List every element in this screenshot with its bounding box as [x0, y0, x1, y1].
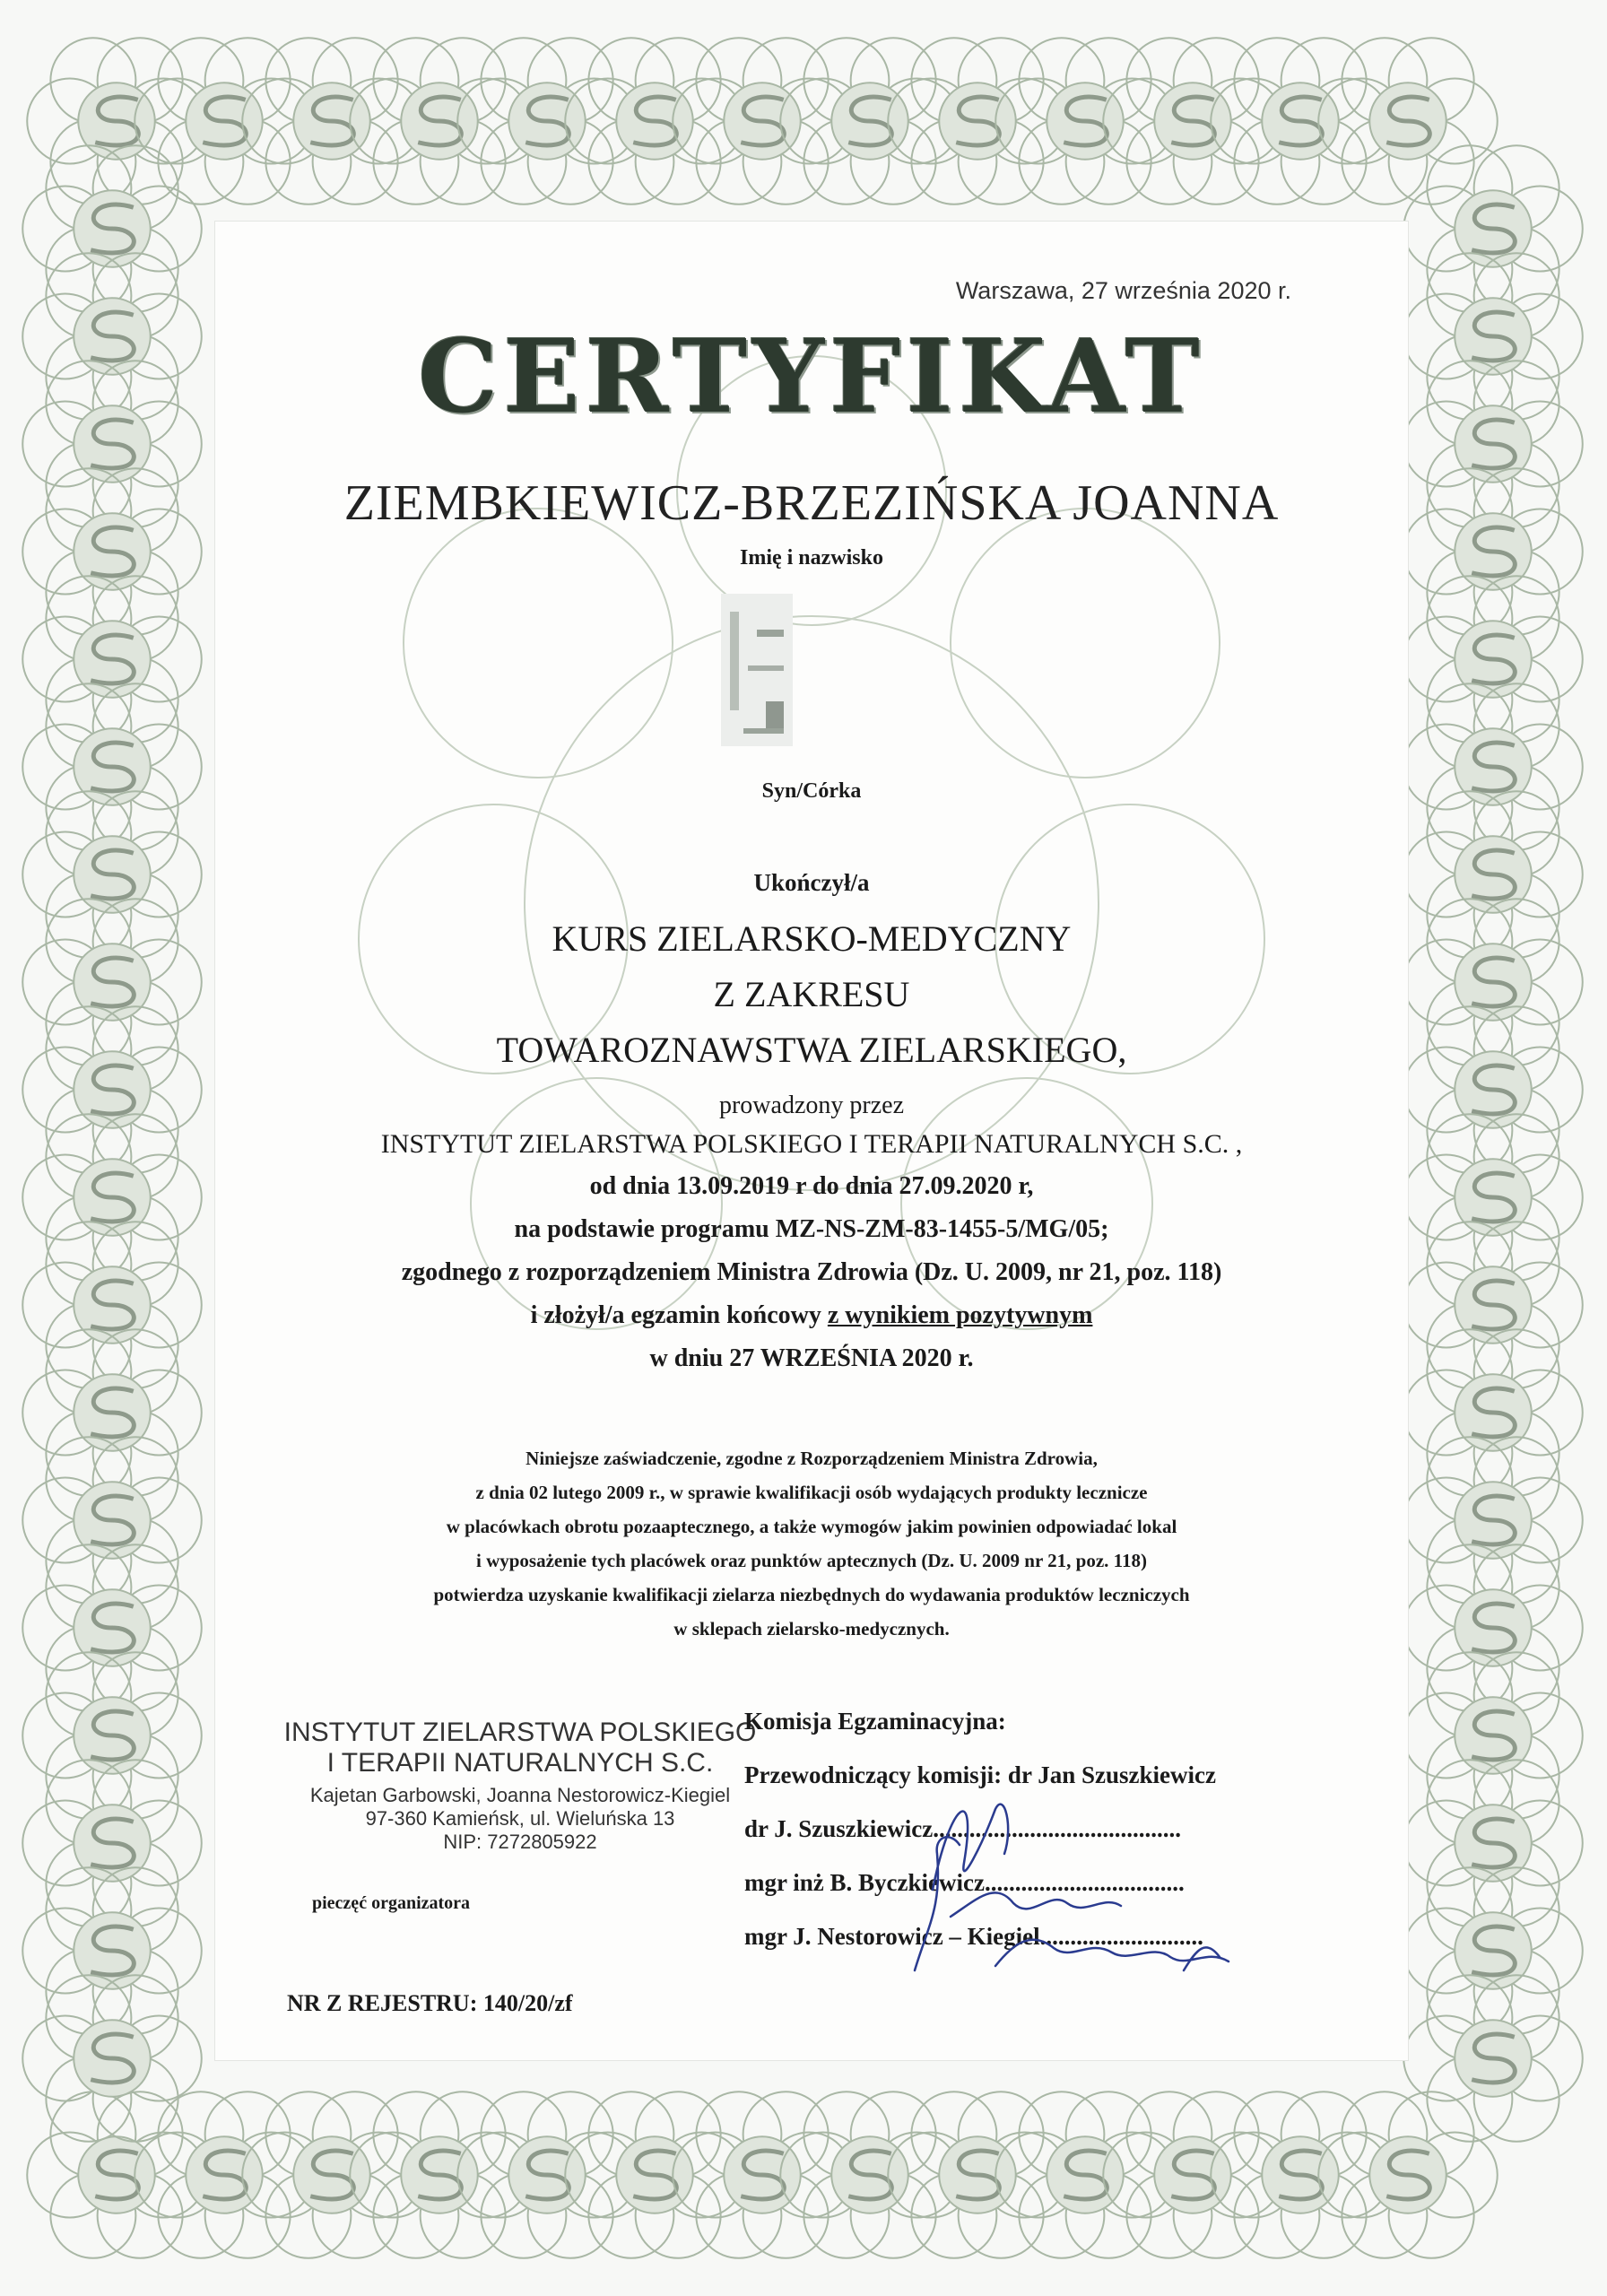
border-rosette: [995, 38, 1175, 204]
border-rosette: [1403, 1114, 1583, 1280]
border-rosette: [780, 38, 960, 204]
border-rosette: [673, 2092, 852, 2257]
border-rosette: [1403, 1867, 1583, 2033]
border-rosette: [22, 1760, 202, 1926]
program-line: na podstawie programu MZ-NS-ZM-83-1455-5/MG/05;: [514, 1215, 1109, 1243]
border-rosette: [1403, 1437, 1583, 1603]
stamp-line: I TERAPII NATURALNYCH S.C.: [326, 1748, 714, 1778]
certificate-title: CERTYFIKAT: [418, 318, 1205, 436]
border-rosette: [22, 1652, 202, 1818]
committee-chair: Przewodniczący komisji: dr Jan Szuszkiewicz: [744, 1761, 1216, 1788]
statement: [215, 1441, 1408, 1646]
stamp-line: Kajetan Garbowski, Joanna Nestorowicz-Kiegiel: [309, 1784, 731, 1806]
statement-line: Niniejsze zaświadczenie, zgodne z Rozporządzeniem Ministra Zdrowia,: [526, 1448, 1098, 1469]
border-rosette: [22, 468, 202, 634]
border-rosette: [22, 1867, 202, 2033]
border-rosette: [22, 1544, 202, 1710]
statement-line: potwierdza uzyskanie kwalifikacji zielarza niezbędnych do wydawania produktów leczniczych: [433, 1584, 1190, 1605]
border-rosette: [1403, 1760, 1583, 1926]
border-rosette: [242, 2092, 421, 2257]
statement-line: w sklepach zielarsko-medycznych.: [673, 1618, 950, 1639]
border-rosette: [242, 38, 421, 204]
redacted-photo: [658, 576, 873, 764]
border-rosette: [565, 38, 744, 204]
border-rosette: [995, 2092, 1175, 2257]
border-rosette: [27, 38, 206, 204]
border-rosette: [457, 2092, 637, 2257]
border-rosette: [457, 38, 637, 204]
exam-prefix: i złożył/a egzamin końcowy: [530, 1301, 828, 1329]
border-rosette: [22, 361, 202, 526]
border-rosette: [22, 1975, 202, 2141]
institute-name: INSTYTUT ZIELARSTWA POLSKIEGO I TERAPII NATURALNYCH S.C. ,: [380, 1129, 1243, 1159]
committee-member: mgr inż B. Byczkiewicz.................................: [744, 1869, 1185, 1896]
course-line-2: Z ZAKRESU: [713, 974, 910, 1014]
stamp-line: INSTYTUT ZIELARSTWA POLSKIEGO: [283, 1718, 757, 1747]
border-rosette: [1211, 38, 1390, 204]
border-rosette: [1403, 253, 1583, 419]
border-rosette: [350, 2092, 529, 2257]
registry-number: NR Z REJESTRU: 140/20/zf: [287, 1990, 573, 2016]
border-rosette: [135, 2092, 314, 2257]
course-line-3: TOWAROZNAWSTWA ZIELARSKIEGO,: [496, 1030, 1127, 1070]
organizer-seal-label: pieczęć organizatora: [312, 1893, 471, 1913]
statement-line: w placówkach obrotu pozaaptecznego, a także wymogów jakim powinien odpowiadać lokal: [446, 1516, 1177, 1537]
recipient-name: ZIEMBKIEWICZ-BRZEZIŃSKA JOANNA: [343, 475, 1280, 531]
border-rosette: [780, 2092, 960, 2257]
border-rosette: [22, 145, 202, 311]
border-rosette: [1403, 1975, 1583, 2141]
place-date: Warszawa, 27 września 2020 r.: [955, 277, 1291, 304]
border-rosette: [22, 1006, 202, 1172]
border-rosette: [1403, 1544, 1583, 1710]
statement-line: i wyposażenie tych placówek oraz punktów aptecznych (Dz. U. 2009 nr 21, poz. 118): [475, 1550, 1147, 1571]
border-rosette: [1403, 361, 1583, 526]
committee-heading: Komisja Egzaminacyjna:: [744, 1708, 1006, 1735]
name-caption: Imię i nazwisko: [739, 546, 883, 570]
border-rosette: [1403, 899, 1583, 1065]
exam-result: z wynikiem pozytywnym: [827, 1301, 1093, 1329]
border-rosette: [27, 2092, 206, 2257]
border-rosette: [1403, 145, 1583, 311]
border-rosette: [1403, 576, 1583, 742]
border-rosette: [1211, 2092, 1390, 2257]
border-rosette: [22, 253, 202, 419]
completed-label: Ukończył/a: [753, 869, 870, 896]
border-rosette: [1318, 38, 1498, 204]
border-rosette: [1318, 2092, 1498, 2257]
exam-line: [215, 1301, 1408, 1330]
border-rosette: [22, 899, 202, 1065]
border-rosette: [22, 576, 202, 742]
relation-caption: Syn/Córka: [761, 779, 862, 803]
border-rosette: [1403, 1652, 1583, 1818]
border-rosette: [350, 38, 529, 204]
border-rosette: [22, 1222, 202, 1387]
course-line-1: KURS ZIELARSKO-MEDYCZNY: [552, 918, 1072, 959]
border-rosette: [135, 38, 314, 204]
border-rosette: [673, 38, 852, 204]
organizer-stamp: [278, 1718, 762, 1854]
run-by-label: prowadzony przez: [718, 1091, 904, 1119]
border-rosette: [1403, 1222, 1583, 1387]
border-rosette: [1403, 1006, 1583, 1172]
certificate-panel: [215, 222, 1408, 2060]
border-rosette: [22, 1114, 202, 1280]
border-rosette: [1103, 38, 1282, 204]
border-rosette: [1403, 683, 1583, 849]
border-rosette: [22, 1329, 202, 1495]
border-rosette: [1103, 2092, 1282, 2257]
border-rosette: [1403, 468, 1583, 634]
border-rosette: [888, 38, 1067, 204]
statement-line: z dnia 02 lutego 2009 r., w sprawie kwalifikacji osób wydających produkty lecznicze: [475, 1482, 1148, 1503]
border-rosette: [22, 1437, 202, 1603]
border-rosette: [1403, 791, 1583, 957]
stamp-line: 97-360 Kamieńsk, ul. Wieluńska 13: [365, 1807, 675, 1830]
border-rosette: [22, 791, 202, 957]
border-rosette: [22, 683, 202, 849]
exam-date: w dniu 27 WRZEŚNIA 2020 r.: [649, 1344, 974, 1372]
committee-member: dr J. Szuszkiewicz.........................................: [744, 1815, 1181, 1842]
border-rosette: [565, 2092, 744, 2257]
committee-member: mgr J. Nestorowicz – Kiegiel...........................: [744, 1923, 1203, 1950]
border-rosette: [888, 2092, 1067, 2257]
regulation-line: zgodnego z rozporządzeniem Ministra Zdrowia (Dz. U. 2009, nr 21, poz. 118): [401, 1258, 1222, 1286]
course-dates: od dnia 13.09.2019 r do dnia 27.09.2020 r,: [589, 1172, 1034, 1200]
border-rosette: [1403, 1329, 1583, 1495]
stamp-line: NIP: 7272805922: [443, 1831, 597, 1853]
committee-signatures: [897, 1746, 1255, 1988]
